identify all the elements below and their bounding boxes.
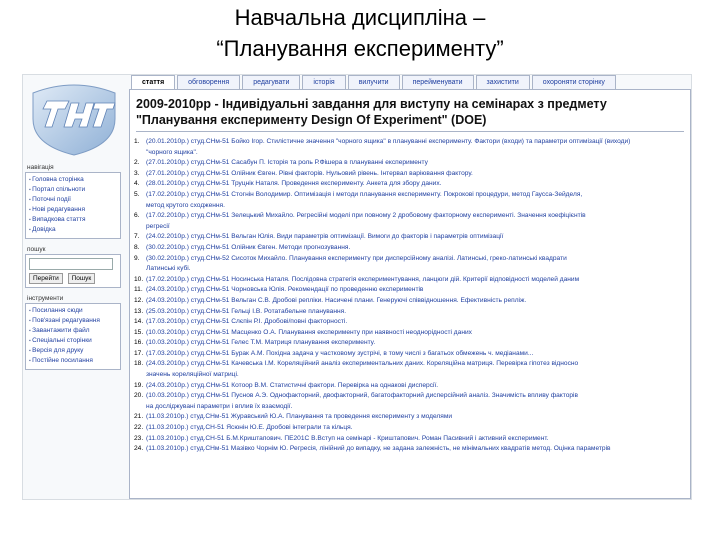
assignment-list — [134, 137, 686, 455]
search-button[interactable]: Пошук — [68, 273, 96, 284]
sidebar-item-main-page[interactable]: ▪ Головна сторінка — [29, 175, 117, 185]
list-item-number: 18. — [134, 360, 144, 368]
list-item-link[interactable]: (11.03.2010р.) студ.СН-51 Б.М.Криштапович. ПЕ201С В.Вступ на семінарі - Криштапович. Роман Пасивний і активний експеримент. — [146, 434, 549, 442]
list-item-link[interactable]: (24.03.2010р.) студ.СНм-51 Котоор В.М. Статистичні фактори. Перевірка на однакові дисперсії. — [146, 381, 439, 389]
sidebar-item-special-pages[interactable]: ▪ Спеціальні сторінки — [29, 336, 117, 346]
search-input[interactable] — [29, 258, 113, 270]
sidebar-item-current-events[interactable]: ▪ Поточні події — [29, 195, 117, 205]
list-item-number: 6. — [134, 212, 140, 220]
sidebar-item-random-article[interactable]: ▪ Випадкова стаття — [29, 215, 117, 225]
list-item-link[interactable]: (25.03.2010р.) студ.СНм-51 Гельці І.В. Ротатабельне планування. — [146, 307, 347, 315]
list-item-number — [134, 201, 146, 212]
list-item-number: 7. — [134, 233, 140, 241]
list-item-number: 24. — [134, 445, 144, 453]
list-item — [134, 275, 686, 286]
tab-discussion[interactable]: обговорення — [177, 75, 240, 89]
list-item — [134, 285, 686, 296]
tools-portlet — [25, 303, 121, 370]
slide-title-line-2: “Планування експерименту” — [216, 36, 504, 61]
list-item — [134, 402, 686, 413]
list-item-link[interactable]: (10.03.2010р.) студ.СНм-51 Гелес Т.М. Матриця планування експерименту. — [146, 339, 376, 347]
sidebar-item-upload-file[interactable]: ▪ Завантажити файл — [29, 326, 117, 336]
list-item-link[interactable]: (24.02.2010р.) студ.СНм-51 Вельган Юлія. Види параметрів оптимізації. Вимоги до факторів і параметрів оптимізації — [146, 233, 504, 241]
list-item-link[interactable]: (17.03.2010р.) студ.СНм-51 Слєпін Р.І. Дробові/повні факторності. — [146, 318, 348, 326]
sidebar-item-printable-version[interactable]: ▪ Версія для друку — [29, 346, 117, 356]
list-item-link[interactable]: (24.03.2010р.) студ.СНм-51 Чорновська Юлія. Рекомендації по проведенню експериментів — [146, 286, 424, 294]
list-item-number: 3. — [134, 169, 140, 177]
list-item-number: 5. — [134, 190, 140, 198]
wiki-screenshot — [22, 74, 692, 500]
list-item — [134, 243, 686, 254]
list-item — [134, 148, 686, 159]
list-item-link[interactable]: (24.03.2010р.) студ.СНм-51 Вельган С.В. Дробові репліки. Насичені плани. Генеруючі співвідношення. Ефективність репліж. — [146, 296, 527, 304]
list-item-link[interactable]: (27.01.2010р.) студ.СНм-51 Олійник Євген. Рівні факторів. Нульовий рівень. Інтервал варіювання фактору. — [146, 169, 473, 177]
list-item — [134, 412, 686, 423]
list-item-link[interactable]: регресії — [146, 222, 170, 230]
list-item-link[interactable]: (30.02.2010р.) студ.СНм-51 Олійник Євген. Методи прогнозування. — [146, 243, 351, 251]
list-item-link[interactable]: (10.03.2010р.) студ.СНм-51 Пуснов А.Э. Однофакторний, двофакторний, багатофакторний дисперсійний аналіз. Значимість впливу факторів — [146, 392, 579, 400]
list-item — [134, 222, 686, 233]
tools-portlet-title: інструменти — [27, 295, 64, 302]
list-item — [134, 211, 686, 222]
list-item-number: 20. — [134, 392, 144, 400]
list-item-number — [134, 370, 146, 381]
list-item — [134, 423, 686, 434]
nav-portlet — [25, 172, 121, 239]
list-item-link[interactable]: (17.02.2010р.) студ.СНм-51 Стогнін Володимир. Оптимізація і методи планування експерименту. Покрокові процедури, метод Гаусса-Зейделя, — [146, 190, 583, 198]
list-item-number — [134, 264, 146, 275]
list-item-number: 16. — [134, 339, 144, 347]
tab-protect[interactable]: захистити — [476, 75, 530, 89]
tab-edit[interactable]: редагувати — [242, 75, 300, 89]
list-item — [134, 370, 686, 381]
search-portlet — [25, 254, 121, 288]
list-item-number: 10. — [134, 275, 144, 283]
list-item-link[interactable]: (17.02.2010р.) студ.СНм-51 Зелецький Михайло. Регресійні моделі при повному 2 дробовому факторному експерименті. Значення коефіцієнтів — [146, 212, 586, 220]
slide-title — [0, 2, 720, 64]
list-item-number: 22. — [134, 424, 144, 432]
list-item — [134, 232, 686, 243]
list-item-number: 19. — [134, 381, 144, 389]
list-item-link[interactable]: на досліджувані параметри і вплив їх взаємодії. — [146, 402, 293, 410]
list-item — [134, 179, 686, 190]
list-item-number: 11. — [134, 286, 143, 294]
sidebar-item-permanent-link[interactable]: ▪ Постійне посилання — [29, 356, 117, 366]
list-item-number: 23. — [134, 434, 144, 442]
page-title-line-2: "Планування експерименту Design Of Experiment" (DOE) — [136, 113, 487, 127]
list-item-number: 13. — [134, 307, 144, 315]
list-item — [134, 201, 686, 212]
list-item — [134, 338, 686, 349]
list-item-link[interactable]: (20.01.2010р.) студ.СНм-51 Бойко Ігор. Стилістичне значення "чорного ящика" в плануванні експерименту. Фактори (входи) та параметри оптимізації (виходи) — [146, 138, 631, 145]
tab-history[interactable]: історія — [302, 75, 345, 89]
list-item-link[interactable]: метод крутого сходження. — [146, 201, 225, 209]
list-item-link[interactable]: "чорного ящика". — [146, 148, 198, 156]
list-item — [134, 317, 686, 328]
list-item-number — [134, 222, 146, 233]
sidebar-item-related-changes[interactable]: ▪ Пов'язані редагування — [29, 316, 117, 326]
page-tabs — [131, 75, 616, 89]
list-item-number — [134, 402, 146, 413]
tab-delete[interactable]: вилучити — [348, 75, 400, 89]
list-item-number: 4. — [134, 180, 140, 188]
list-item-number: 2. — [134, 159, 140, 167]
list-item-link[interactable]: (17.02.2010р.) студ.СНм-51 Носинська Наталя. Послідовна стратегія експериментування, ланцюги дій. Критерії відповідності моделей даним — [146, 275, 580, 283]
list-item — [134, 349, 686, 360]
list-item — [134, 328, 686, 339]
sidebar-item-help[interactable]: ▪ Довідка — [29, 225, 117, 235]
list-item-link[interactable]: (17.03.2010р.) студ.СНм-51 Бурак А.М. Похідна задача у частковому зустрічі, в тому числі з багатьох обмежень ч. медіанами... — [146, 349, 534, 357]
tab-article[interactable]: стаття — [131, 75, 175, 89]
list-item — [134, 434, 686, 445]
list-item-number: 14. — [134, 318, 144, 326]
list-item — [134, 381, 686, 392]
tab-watch[interactable]: охороняти сторінку — [532, 75, 616, 89]
list-item-link[interactable]: Латинські кубі. — [146, 265, 191, 273]
list-item — [134, 359, 686, 370]
article-content — [129, 89, 691, 499]
page-title — [136, 96, 684, 132]
sidebar-item-recent-changes[interactable]: ▪ Нові редагування — [29, 205, 117, 215]
list-item-number — [134, 148, 146, 159]
list-item — [134, 391, 686, 402]
list-item-number: 17. — [134, 349, 144, 357]
list-item-number: 8. — [134, 243, 140, 251]
list-item-number: 15. — [134, 328, 144, 336]
list-item-number: 12. — [134, 296, 144, 304]
sidebar-item-what-links-here[interactable]: ▪ Посилання сюди — [29, 306, 117, 316]
list-item-number: 21. — [134, 413, 144, 421]
list-item-link[interactable]: (11.03.2010р.) студ.СН-51 Ясюнін Ю.Е. Дробові інтеграли та кільця. — [146, 424, 353, 432]
list-item — [134, 254, 686, 265]
list-item-link[interactable]: значень кореляційної матриці. — [146, 371, 239, 379]
site-logo[interactable] — [25, 79, 123, 157]
list-item-link[interactable]: (24.03.2010р.) студ.СНм-51 Качевська І.М. Кореляційний аналіз експериментальних даних. Кореляційна матриця. Перевірка гіпотез відносно — [146, 360, 579, 368]
list-item — [134, 296, 686, 307]
list-item-number: 9. — [134, 254, 140, 262]
list-item-link[interactable]: (28.01.2010р.) студ.СНм-51 Труцнік Наталя. Проведення експерименту. Анкета для збору даних. — [146, 180, 442, 188]
list-item — [134, 444, 686, 455]
tab-move[interactable]: перейменувати — [402, 75, 474, 89]
sidebar — [25, 157, 121, 370]
search-portlet-title: пошук — [27, 246, 46, 253]
list-item — [134, 169, 686, 180]
nav-portlet-title: навігація — [27, 164, 54, 171]
list-item — [134, 137, 686, 148]
slide-title-line-1: Навчальна дисципліна – — [234, 5, 486, 30]
page-title-line-1: 2009-2010рр - Індивідуальні завдання для виступу на семінарах з предмету — [136, 97, 607, 111]
list-item — [134, 264, 686, 275]
list-item — [134, 307, 686, 318]
list-item-link[interactable]: (27.01.2010р.) студ.СНм-51 Сасабун П. Історія та роль Р.Фішера в плануванні експерименту — [146, 159, 428, 167]
list-item-link[interactable]: (11.03.2010р.) студ.СНм-51 Журавський Ю.А. Планування та проведення експерименту з моделями — [146, 413, 453, 421]
sidebar-item-community-portal[interactable]: ▪ Портал спільноти — [29, 185, 117, 195]
list-item-link[interactable]: (11.03.2010р.) студ.СНм-51 Мазівко Чорнім Ю. Регресія, лінійний до випадку, не задана залежність, не мінімальних квадратів метод. Оцінка параметрів — [146, 445, 611, 453]
list-item-link[interactable]: (10.03.2010р.) студ.СНм-51 Масценко О.А. Планування експерименту при наявності неоднорідності даних — [146, 328, 472, 336]
list-item-number: 1. — [134, 138, 140, 145]
list-item — [134, 158, 686, 169]
list-item — [134, 190, 686, 201]
go-button[interactable]: Перейти — [29, 273, 63, 284]
list-item-link[interactable]: (30.02.2010р.) студ.СНм-52 Сисоток Михайло. Планування експерименту при дисперсійному аналізі. Латинські, греко-латинські квадрати — [146, 254, 567, 262]
